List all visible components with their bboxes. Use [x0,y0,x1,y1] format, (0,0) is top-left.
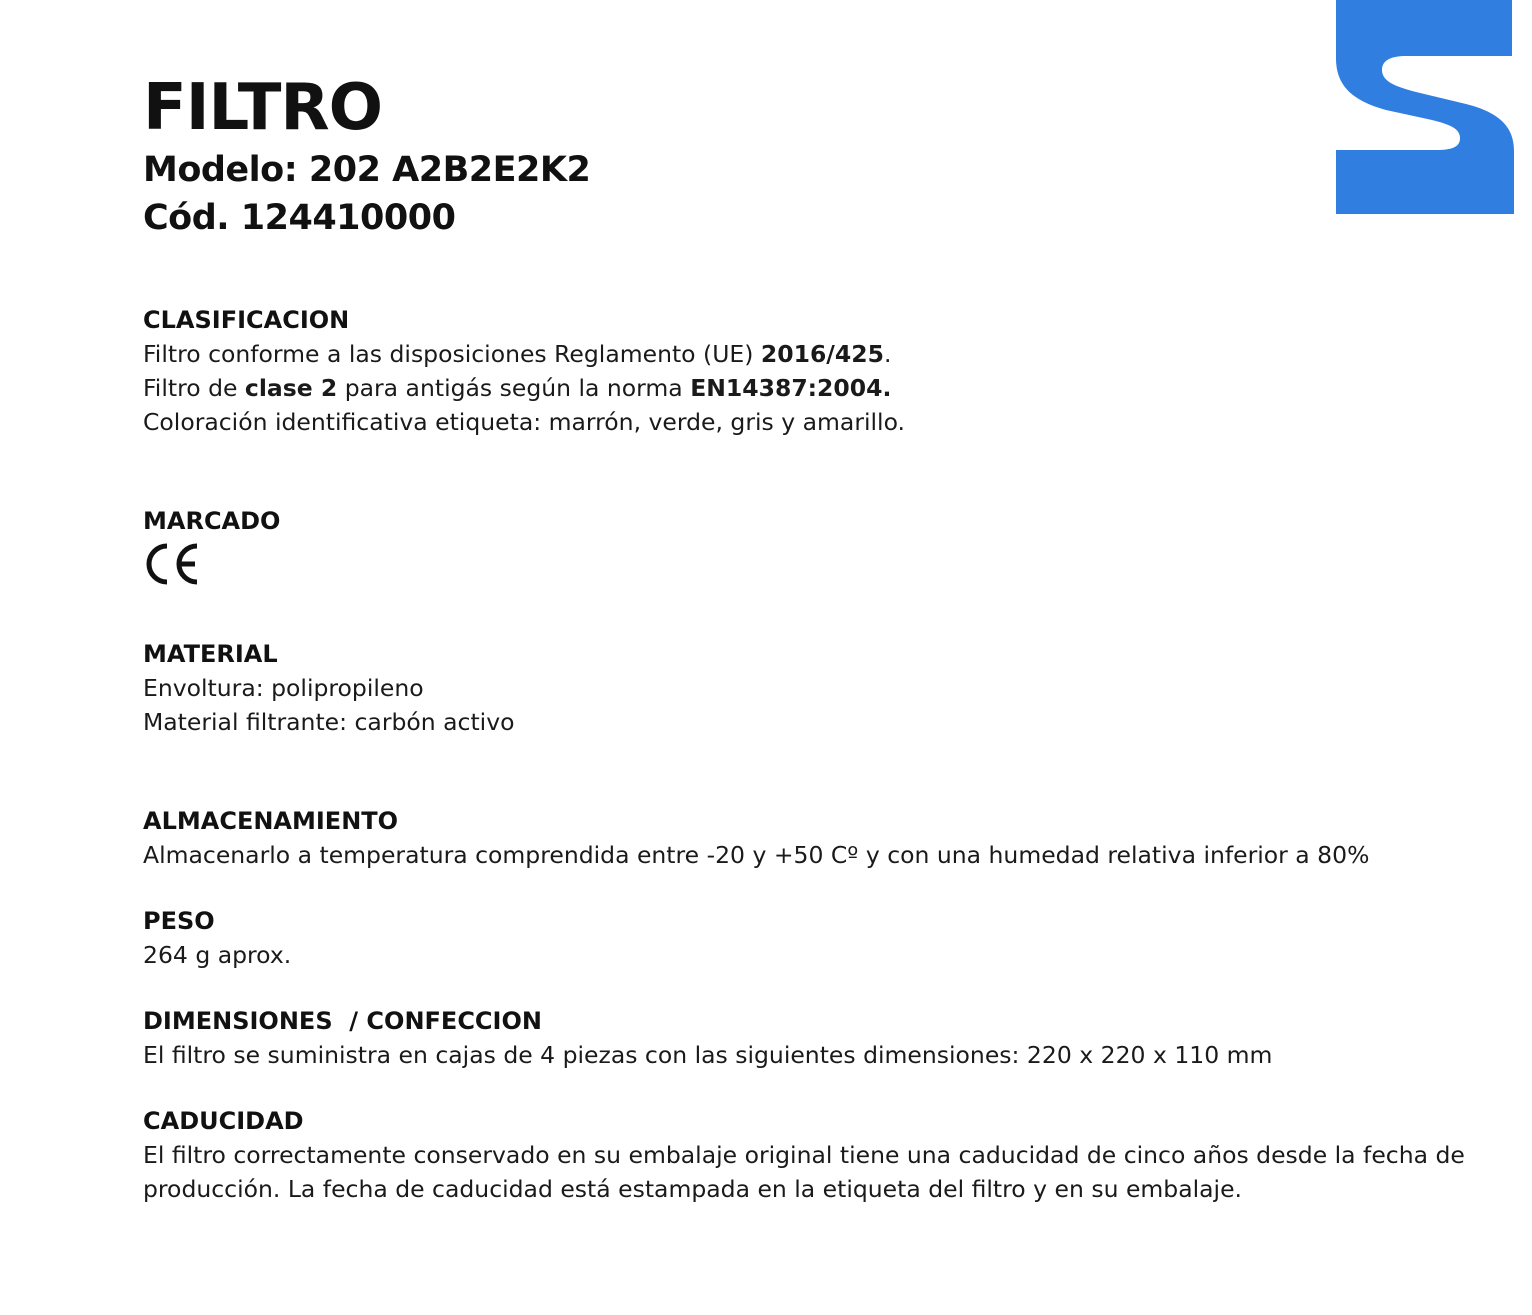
section-heading-dimensiones: DIMENSIONES / CONFECCION [143,1007,542,1035]
s-logo-fragment-icon [1336,0,1532,214]
section-material [143,637,1522,739]
code-line: Cód. 124410000 [143,198,456,238]
section-dimensiones [143,1004,1522,1072]
almacenamiento-text: Almacenarlo a temperatura comprendida entre -20 y +50 Cº y con una humedad relativa inferior a 80% [143,841,1370,869]
section-peso [143,904,1522,972]
section-caducidad [143,1104,1522,1206]
section-almacenamiento [143,804,1522,872]
section-heading-material: MATERIAL [143,640,278,668]
material-line-2: Material filtrante: carbón activo [143,708,515,736]
text-fragment: Filtro de [143,374,245,402]
dimensiones-text: El filtro se suministra en cajas de 4 piezas con las siguientes dimensiones: 220 x 220 x 110 mm [143,1041,1273,1069]
text-fragment: Filtro conforme a las disposiciones Reglamento (UE) [143,340,761,368]
text-fragment: para antigás según la norma [337,374,691,402]
text-fragment: . [883,340,892,368]
section-marcado [143,504,1522,586]
brand-logo [1336,0,1532,214]
norm-code: EN14387:2004. [690,374,892,402]
filter-class: clase 2 [244,374,338,402]
section-heading-caducidad: CADUCIDAD [143,1107,304,1135]
clasificacion-line-2 [143,371,1522,405]
section-clasificacion [143,303,1522,439]
clasificacion-line-3: Coloración identificativa etiqueta: marrón, verde, gris y amarillo. [143,408,906,436]
regulation-number: 2016/425 [760,340,884,368]
section-heading-marcado: MARCADO [143,507,281,535]
section-heading-clasificacion: CLASIFICACION [143,306,350,334]
document-header [143,70,590,242]
ce-mark-icon [143,542,1522,586]
peso-text: 264 g aprox. [143,941,292,969]
material-line-1: Envoltura: polipropileno [143,674,424,702]
model-line: Modelo: 202 A2B2E2K2 [143,150,591,190]
section-heading-almacenamiento: ALMACENAMIENTO [143,807,399,835]
page-title: FILTRO [143,71,383,145]
caducidad-text: El filtro correctamente conservado en su embalaje original tiene una caducidad de cinco años desde la fecha de producción. La fecha de caducidad está estampada en la etiqueta del filtro y en su embalaje. [143,1141,1465,1203]
section-heading-peso: PESO [143,907,215,935]
clasificacion-line-1 [143,337,1522,371]
